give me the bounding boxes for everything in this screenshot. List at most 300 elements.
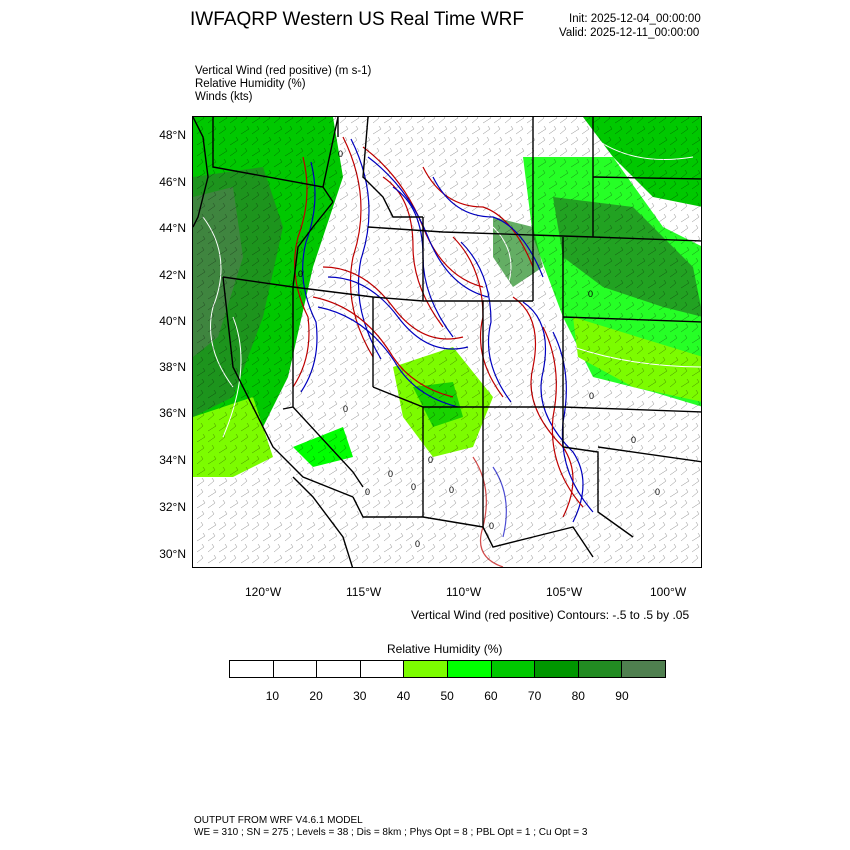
wind-barb [604, 489, 612, 497]
wind-barb [362, 434, 370, 442]
wind-barb [692, 225, 698, 233]
wind-barb [296, 456, 302, 464]
wind-barb [505, 478, 511, 486]
wind-barb [329, 269, 337, 277]
wind-barb [692, 423, 698, 431]
wind-barb [582, 445, 590, 453]
colorbar-swatch [361, 661, 405, 677]
wind-barb [285, 544, 293, 552]
wind-barb [362, 291, 368, 299]
wind-barb [461, 324, 467, 332]
wind-barb [351, 324, 358, 332]
wind-barb [241, 500, 248, 508]
wind-barb [637, 434, 644, 442]
wind-barb [472, 148, 478, 156]
wind-barb [318, 280, 326, 288]
init-time: Init: 2025-12-04_00:00:00 [569, 13, 701, 25]
wind-barb [681, 423, 688, 431]
wind-barb [395, 434, 403, 442]
lat-label-32n: 32°N [159, 500, 186, 514]
wind-barb [604, 533, 611, 541]
wind-barb [395, 467, 403, 475]
wind-barb [494, 390, 500, 398]
wind-barb [549, 500, 555, 508]
wind-barb [670, 555, 678, 563]
wind-barb [472, 544, 478, 552]
wind-barb [549, 478, 557, 486]
wind-barb [505, 445, 511, 453]
wind-barb [461, 148, 468, 156]
wind-barb [637, 533, 644, 541]
wind-barb [516, 170, 522, 178]
wind-barb [659, 544, 666, 552]
wind-barb [439, 159, 447, 167]
contour-label: 0 [298, 269, 304, 279]
wind-barb [450, 117, 458, 123]
wind-barb [483, 544, 491, 552]
wind-barb [329, 357, 335, 365]
wind-barb [307, 412, 313, 420]
wind-barb [549, 368, 555, 376]
colorbar-label: 50 [440, 689, 454, 703]
wind-barb [395, 258, 401, 266]
lat-label-38n: 38°N [159, 360, 186, 374]
wind-barb [406, 137, 413, 145]
wind-barb [406, 117, 412, 123]
wind-barb [230, 522, 236, 530]
wind-barb [461, 467, 469, 475]
wind-barb [538, 346, 544, 354]
wind-barb [417, 500, 423, 508]
wind-barb [241, 544, 247, 552]
wind-barb [340, 225, 348, 233]
wind-barb [450, 203, 456, 211]
wind-barb [329, 467, 337, 475]
wind-barb [362, 390, 368, 398]
wind-barb [406, 511, 412, 519]
wind-barb [439, 203, 446, 211]
wind-barb [472, 489, 480, 497]
wind-barb [538, 445, 544, 453]
wind-barb [637, 390, 645, 398]
wind-barb [307, 467, 314, 475]
wind-barb [516, 423, 523, 431]
wind-barb [384, 368, 390, 376]
wind-barb [571, 533, 578, 541]
wind-barb [450, 511, 458, 519]
wind-barb [439, 126, 447, 134]
colorbar-label: 70 [527, 689, 542, 703]
lat-label-36n: 36°N [159, 406, 186, 420]
wind-barb [571, 368, 578, 376]
wind-barb [384, 214, 392, 222]
wind-barb [670, 544, 676, 552]
wind-barb [626, 401, 634, 409]
wind-barb [395, 500, 403, 508]
colorbar [229, 660, 666, 678]
wind-barb [197, 522, 203, 530]
wind-barb [439, 214, 445, 222]
wind-barb [351, 533, 357, 541]
wind-barb [439, 522, 447, 530]
wind-barb [439, 247, 445, 255]
wind-barb [494, 170, 502, 178]
wind-barb [439, 467, 446, 475]
wind-barb [626, 489, 632, 497]
wind-barb [538, 489, 546, 497]
wind-barb [648, 511, 656, 519]
wind-barb [670, 467, 677, 475]
wind-barb [505, 533, 512, 541]
wind-barb [483, 137, 489, 145]
wind-barb [582, 412, 590, 420]
wind-barb [648, 489, 655, 497]
wind-barb [373, 412, 379, 420]
wind-barb [252, 533, 258, 541]
wind-barb [395, 478, 402, 486]
wind-barb [362, 445, 369, 453]
colorbar-label: 10 [265, 689, 280, 703]
wind-barb [219, 533, 225, 541]
wind-barb [450, 214, 458, 222]
wind-barb [362, 511, 369, 519]
wind-barb [538, 148, 544, 156]
wind-barb [417, 555, 424, 563]
lon-label-120w: 120°W [245, 585, 282, 599]
wind-barb [494, 291, 500, 299]
wind-barb [582, 511, 590, 519]
wind-barb [637, 467, 644, 475]
wind-barb [208, 500, 215, 508]
wind-barb [582, 423, 589, 431]
wind-barb [538, 434, 545, 442]
wind-barb [395, 533, 403, 541]
wind-barb [593, 555, 599, 563]
wind-barb [373, 269, 380, 277]
wind-barb [681, 533, 687, 541]
wind-barb [659, 478, 666, 486]
wind-barb [208, 511, 214, 519]
wind-barb [362, 500, 370, 508]
wind-barb [615, 500, 621, 508]
wind-barb [263, 533, 271, 541]
wind-barb [395, 236, 403, 244]
wind-barb [318, 324, 325, 332]
wind-barb [505, 379, 511, 387]
wind-barb [351, 511, 359, 519]
wind-barb [340, 192, 348, 200]
wind-barb [461, 313, 468, 321]
wind-barb [406, 291, 414, 299]
wind-barb [351, 181, 359, 189]
wind-barb [384, 137, 390, 145]
wind-barb [681, 555, 688, 563]
wind-barb [362, 214, 369, 222]
wind-barb [395, 489, 401, 497]
wind-barb [318, 522, 325, 530]
wind-barb [351, 390, 358, 398]
wind-barb [604, 555, 612, 563]
wind-barb [373, 544, 379, 552]
wind-barb [406, 555, 414, 563]
wind-barb [681, 478, 689, 486]
wind-barb [318, 258, 325, 266]
wind-barb [351, 401, 357, 409]
wind-barb [626, 412, 633, 420]
wind-barb [538, 126, 546, 134]
wind-barb [406, 533, 413, 541]
wind-barb [373, 434, 380, 442]
wind-barb [373, 467, 380, 475]
wind-barb [505, 368, 512, 376]
colorbar-swatch [274, 661, 318, 677]
wind-barb [637, 412, 643, 420]
wind-barb [439, 291, 447, 299]
wind-barb [307, 390, 315, 398]
wind-barb [395, 214, 402, 222]
wind-barb [208, 478, 214, 486]
wind-barb [395, 302, 403, 310]
wind-barb [373, 192, 381, 200]
wind-barb [549, 456, 556, 464]
wind-barb [351, 170, 357, 178]
wind-barb [571, 412, 577, 420]
wind-barb [659, 423, 665, 431]
wind-barb [527, 137, 535, 145]
wind-barb [274, 467, 281, 475]
wind-barb [516, 445, 524, 453]
wind-barb [362, 357, 368, 365]
wind-barb [659, 434, 667, 442]
wind-barb [527, 445, 534, 453]
wind-barb [571, 511, 577, 519]
wind-barb [670, 522, 678, 530]
wind-barb [637, 544, 643, 552]
colorbar-label: 30 [353, 689, 367, 703]
wind-barb [406, 269, 413, 277]
contour-label: 0 [631, 435, 637, 445]
wind-barb [219, 478, 227, 486]
wind-barb [505, 170, 512, 178]
wind-barb [615, 544, 623, 552]
wind-barb [406, 522, 414, 530]
wind-barb [604, 456, 612, 464]
lat-label-44n: 44°N [159, 221, 186, 235]
wind-barb [395, 456, 401, 464]
wind-barb [263, 544, 270, 552]
wind-barb [681, 500, 687, 508]
wind-barb [439, 269, 446, 277]
wind-barb [340, 390, 348, 398]
wind-barb [549, 324, 556, 332]
wind-barb [538, 467, 545, 475]
wind-barb [604, 423, 612, 431]
wind-barb [604, 500, 611, 508]
wind-barb [274, 412, 280, 420]
wind-barb [329, 225, 335, 233]
wind-barb [659, 456, 665, 464]
wind-barb [395, 291, 401, 299]
wind-barb [395, 269, 403, 277]
wind-barb [406, 434, 413, 442]
wind-barb [626, 456, 632, 464]
wind-barb [395, 423, 401, 431]
wind-barb [417, 302, 423, 310]
contour-label: 0 [343, 404, 349, 414]
wind-barb [659, 412, 666, 420]
wind-barb [428, 522, 434, 530]
wind-barb [395, 280, 402, 288]
wind-barb [494, 423, 500, 431]
wind-barb [395, 445, 402, 453]
wind-barb [516, 489, 523, 497]
wind-barb [549, 390, 556, 398]
wind-barb [296, 533, 304, 541]
wind-barb [472, 181, 478, 189]
wind-barb [384, 412, 392, 420]
wind-barb [604, 412, 610, 420]
colorbar-swatch [579, 661, 623, 677]
wind-barb [384, 401, 390, 409]
wind-barb [670, 401, 677, 409]
wind-barb [670, 489, 678, 497]
wind-barb [461, 170, 469, 178]
wind-barb [505, 291, 513, 299]
wind-barb [527, 434, 535, 442]
wind-barb [681, 203, 687, 211]
wind-barb [582, 434, 588, 442]
wind-barb [692, 467, 700, 475]
wind-barb [461, 126, 467, 134]
wind-barb [571, 379, 577, 387]
wind-barb [505, 313, 511, 321]
wind-barb [340, 280, 346, 288]
map-panel [192, 116, 702, 568]
wind-barb [615, 555, 622, 563]
wind-barb [406, 247, 412, 255]
wind-barb [428, 544, 435, 552]
wind-barb [384, 269, 390, 277]
wind-barb [296, 434, 304, 442]
wind-barb [428, 555, 434, 563]
wind-barb [670, 445, 676, 453]
wind-barb [296, 522, 302, 530]
wind-barb [439, 555, 447, 563]
wind-barb [285, 555, 292, 563]
wind-barb [461, 269, 469, 277]
wind-barb [406, 148, 412, 156]
wind-barb [461, 291, 467, 299]
wind-barb [428, 117, 435, 123]
wind-barb [296, 511, 303, 519]
wind-barb [230, 489, 236, 497]
wind-barb [384, 181, 392, 189]
wind-barb [329, 313, 336, 321]
wind-barb [593, 478, 600, 486]
wind-barb [648, 434, 654, 442]
wind-barb [439, 236, 446, 244]
wind-barb [527, 291, 533, 299]
wind-barb [285, 489, 292, 497]
wind-barb [395, 544, 402, 552]
wind-barb [197, 544, 204, 552]
wind-barb [252, 555, 259, 563]
wind-barb [406, 258, 414, 266]
wind-barb [439, 544, 445, 552]
wind-barb [593, 522, 599, 530]
wind-barb [670, 203, 677, 211]
wind-barb [285, 434, 291, 442]
contour-label: 0 [411, 482, 417, 492]
wind-barb [417, 269, 423, 277]
wind-barb [285, 500, 291, 508]
wind-barb [527, 511, 534, 519]
wind-barb [615, 456, 622, 464]
wind-barb [395, 137, 403, 145]
wind-barb [219, 489, 226, 497]
wind-barb [527, 544, 534, 552]
wind-barb [329, 555, 335, 563]
wind-barb [318, 423, 325, 431]
wind-barb [384, 555, 391, 563]
wind-barb [307, 401, 314, 409]
wind-barb [373, 445, 379, 453]
wind-barb [593, 434, 601, 442]
wind-barb [692, 555, 698, 563]
colorbar-label: 20 [309, 689, 323, 703]
wind-barb [626, 522, 632, 530]
wind-barb [604, 390, 612, 398]
wind-barb [560, 137, 568, 145]
wind-barb [417, 247, 425, 255]
wind-barb [417, 170, 423, 178]
wind-barb [560, 335, 568, 343]
wind-barb [505, 117, 511, 123]
wind-barb [483, 511, 491, 519]
wind-barb [516, 467, 522, 475]
wind-barb [307, 522, 315, 530]
wind-barb [483, 236, 489, 244]
wind-barb [285, 390, 292, 398]
wind-barb [516, 302, 522, 310]
wind-barb [351, 203, 357, 211]
wind-barb [362, 544, 369, 552]
wind-barb [549, 117, 557, 123]
colorbar-swatch [622, 661, 665, 677]
wind-barb [384, 379, 392, 387]
wind-barb [681, 511, 689, 519]
wind-barb [263, 500, 271, 508]
wind-barb [527, 423, 533, 431]
wind-barb [263, 522, 269, 530]
colorbar-label: 90 [615, 689, 629, 703]
wind-barb [307, 511, 313, 519]
wind-barb [494, 478, 501, 486]
wind-barb [659, 203, 667, 211]
wind-barb [516, 500, 522, 508]
wind-barb [417, 478, 425, 486]
wind-barb [296, 489, 302, 497]
wind-barb [406, 467, 413, 475]
wind-barb [516, 357, 523, 365]
wind-barb [527, 478, 534, 486]
wind-barb [483, 126, 490, 134]
wind-barb [516, 214, 524, 222]
wind-barb [439, 148, 445, 156]
wind-barb [681, 445, 689, 453]
wind-barb [494, 159, 500, 167]
wind-barb [318, 302, 324, 310]
